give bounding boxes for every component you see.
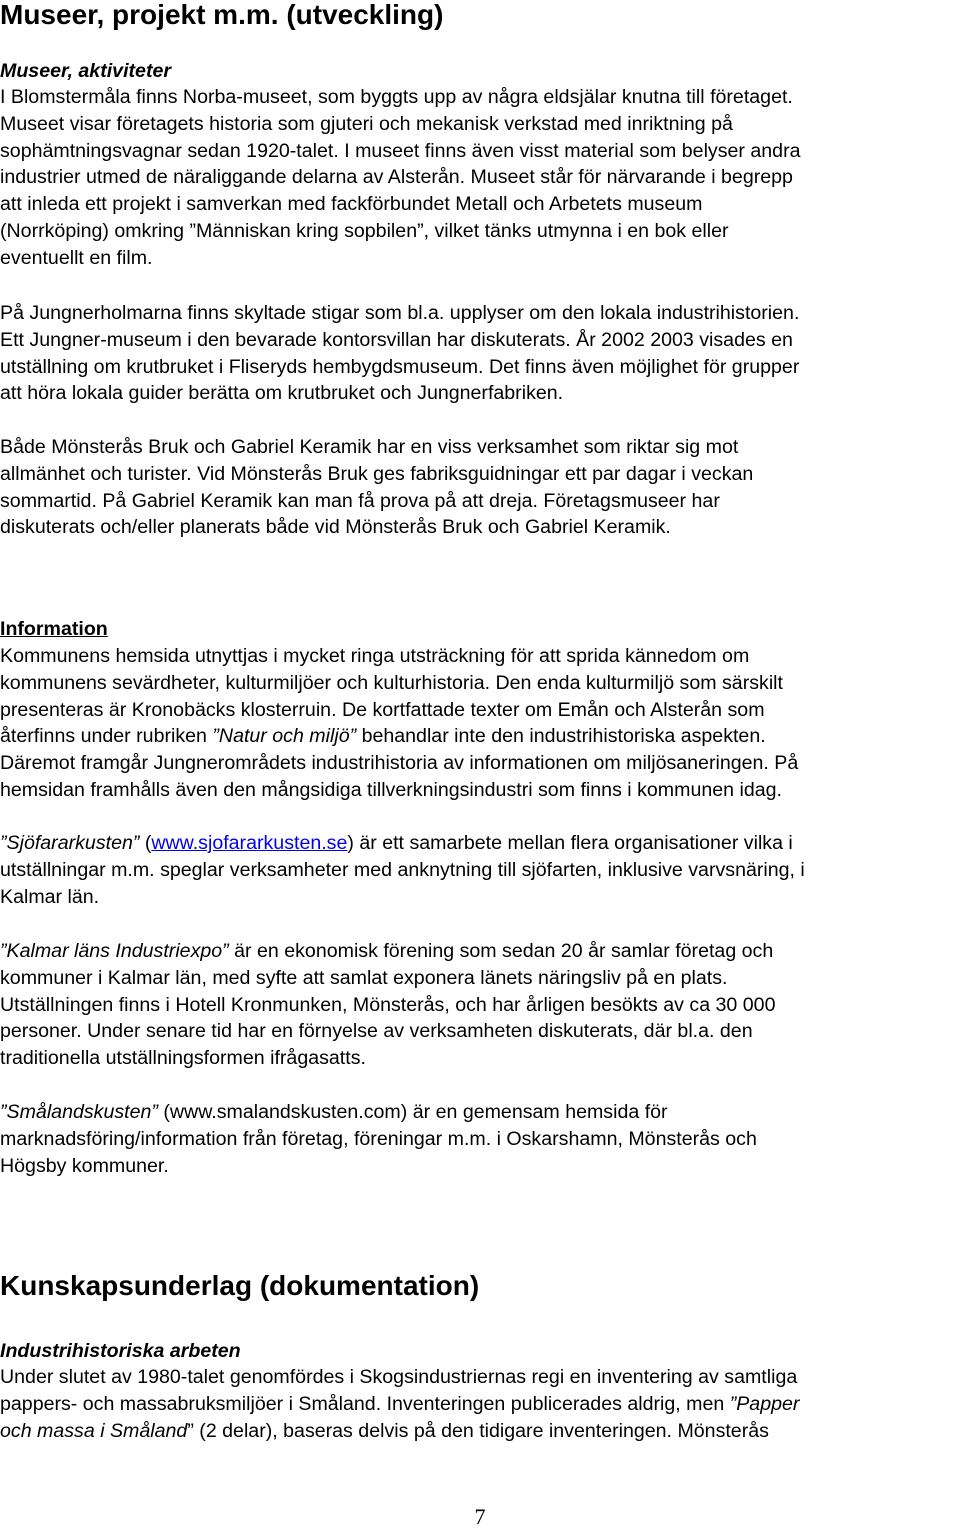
text-line: diskuterats och/eller planerats både vid Mönsterås Bruk och Gabriel Keramik. [0,516,671,539]
text-line: sommartid. På Gabriel Keramik kan man få prova på att dreja. Företagsmuseer har [0,489,720,512]
text-run: ) är ett samarbete mellan flera organisationer vilka i [347,832,793,854]
quoted-title: ”Smålandskusten” [0,1101,158,1123]
paragraph-industriexpo [0,938,775,1072]
text-line: eventuellt en film. [0,246,153,269]
text-line: Högsby kommuner. [0,1154,169,1177]
text-line: marknadsföring/information från företag, föreningar m.m. i Oskarshamn, Mönsterås och [0,1127,757,1150]
text-line: allmänhet och turister. Vid Mönsterås Bruk ges fabriksguidningar ett par dagar i veckan [0,462,754,485]
paragraph-norba-museet [0,84,801,272]
text-line: Ett Jungner-museum i den bevarade kontorsvillan har diskuterats. År 2002 2003 visades en [0,328,793,351]
text-line [0,723,798,750]
text-line: Utställningen finns i Hotell Kronmunken, Mönsterås, och har årligen besökts av ca 30 000 [0,993,776,1016]
paragraph-smalandskusten [0,1099,757,1179]
text-line: att höra lokala guider berätta om krutbruket och Jungnerfabriken. [0,382,564,405]
text-line: presenteras är Kronobäcks klosterruin. De kortfattade texter om Emån och Alsterån som [0,698,765,721]
text-line [0,1099,757,1126]
text-line: Museet visar företagets historia som gjuteri och mekanisk verkstad med inriktning på [0,112,733,135]
paragraph-skogsindustrierna [0,1364,799,1444]
quoted-title: ”Sjöfararkusten” [0,832,140,854]
page-number: 7 [474,1504,486,1529]
text-line [0,1418,799,1445]
text-run: (www.smalandskusten.com) är en gemensam hemsida för [157,1101,668,1123]
subheading-industrihistoriska-arbeten: Industrihistoriska arbeten [0,1340,241,1362]
text-line: hemsidan framhålls även den mångsidiga tillverkningsindustri som finns i kommunen idag. [0,778,782,801]
text-line: Däremot framgår Jungnerområdets industrihistoria av informationen om miljösaneringen. På [0,752,799,775]
text-line: Kommunens hemsida utnyttjas i mycket ringa utsträckning för att sprida kännedom om [0,645,750,667]
text-line: personer. Under senare tid har en förnyelse av verksamheten diskuterats, där bl.a. den [0,1020,753,1043]
text-run: ” (2 delar), baseras delvis på den tidigare inventeringen. Mönsterås [187,1419,769,1442]
subheading-information: Information [0,618,108,640]
quoted-title: ”Papper [729,1392,800,1415]
text-line: att inleda ett projekt i samverkan med fackförbundet Metall och Arbetets museum [0,193,703,216]
text-run: behandlar inte den industrihistoriska aspekten. [356,725,766,748]
text-run: pappers- och massabruksmiljöer i Småland. Inventeringen publicerades aldrig, men [0,1392,730,1415]
quoted-title: ”Kalmar läns Industriexpo” [0,940,229,962]
text-line: I Blomstermåla finns Norba-museet, som byggts upp av några eldsjälar knutna till företaget. [0,86,793,108]
text-line: traditionella utställningsformen ifrågasatts. [0,1047,366,1070]
section-title-museer: Museer, projekt m.m. (utveckling) [0,0,444,30]
text-line [0,938,775,965]
quoted-title: och massa i Småland [0,1419,188,1442]
text-line: utställning om krutbruket i Fliseryds hembygdsmuseum. Det finns även möjlighet för grupper [0,355,800,378]
sjofararkusten-link[interactable]: www.sjofararkusten.se [151,832,348,854]
quoted-title: ”Natur och miljö” [212,725,357,748]
text-line: På Jungnerholmarna finns skyltade stigar som bl.a. upplyser om den lokala industrihistorien. [0,302,800,324]
text-line [0,830,805,857]
text-line: utställningar m.m. speglar verksamheter med anknytning till sjöfarten, inklusive varvsnäring, i [0,858,805,881]
paragraph-jungnerholmarna [0,300,799,407]
text-run: är en ekonomisk förening som sedan 20 år samlar företag och [228,940,774,962]
text-run: ( [139,832,152,854]
text-run: återfinns under rubriken [0,725,213,748]
section-title-kunskapsunderlag: Kunskapsunderlag (dokumentation) [0,1270,480,1301]
paragraph-monsteras-bruk [0,434,753,541]
text-line: industrier utmed de näraliggande delarna av Alsterån. Museet står för närvarande i begrepp [0,166,793,189]
paragraph-sjofararkusten [0,830,805,910]
subheading-museer-aktiviteter: Museer, aktiviteter [0,60,171,82]
text-line: (Norrköping) omkring ”Människan kring sopbilen”, vilket tänks utmynna i en bok eller [0,219,729,242]
text-line: kommunens sevärdheter, kulturmiljöer och kulturhistoria. Den enda kulturmiljö som särskilt [0,671,783,694]
text-line: kommuner i Kalmar län, med syfte att samlat exponera länets näringsliv på en plats. [0,966,728,989]
text-line: Både Mönsterås Bruk och Gabriel Keramik har en viss verksamhet som riktar sig mot [0,436,739,458]
text-line: sophämtningsvagnar sedan 1920-talet. I museet finns även visst material som belyser andra [0,139,801,162]
text-line [0,1391,799,1418]
text-line: Under slutet av 1980-talet genomfördes i Skogsindustriernas regi en inventering av samtliga [0,1366,798,1388]
text-line: Kalmar län. [0,885,100,908]
paragraph-kommunens-hemsida [0,643,798,804]
